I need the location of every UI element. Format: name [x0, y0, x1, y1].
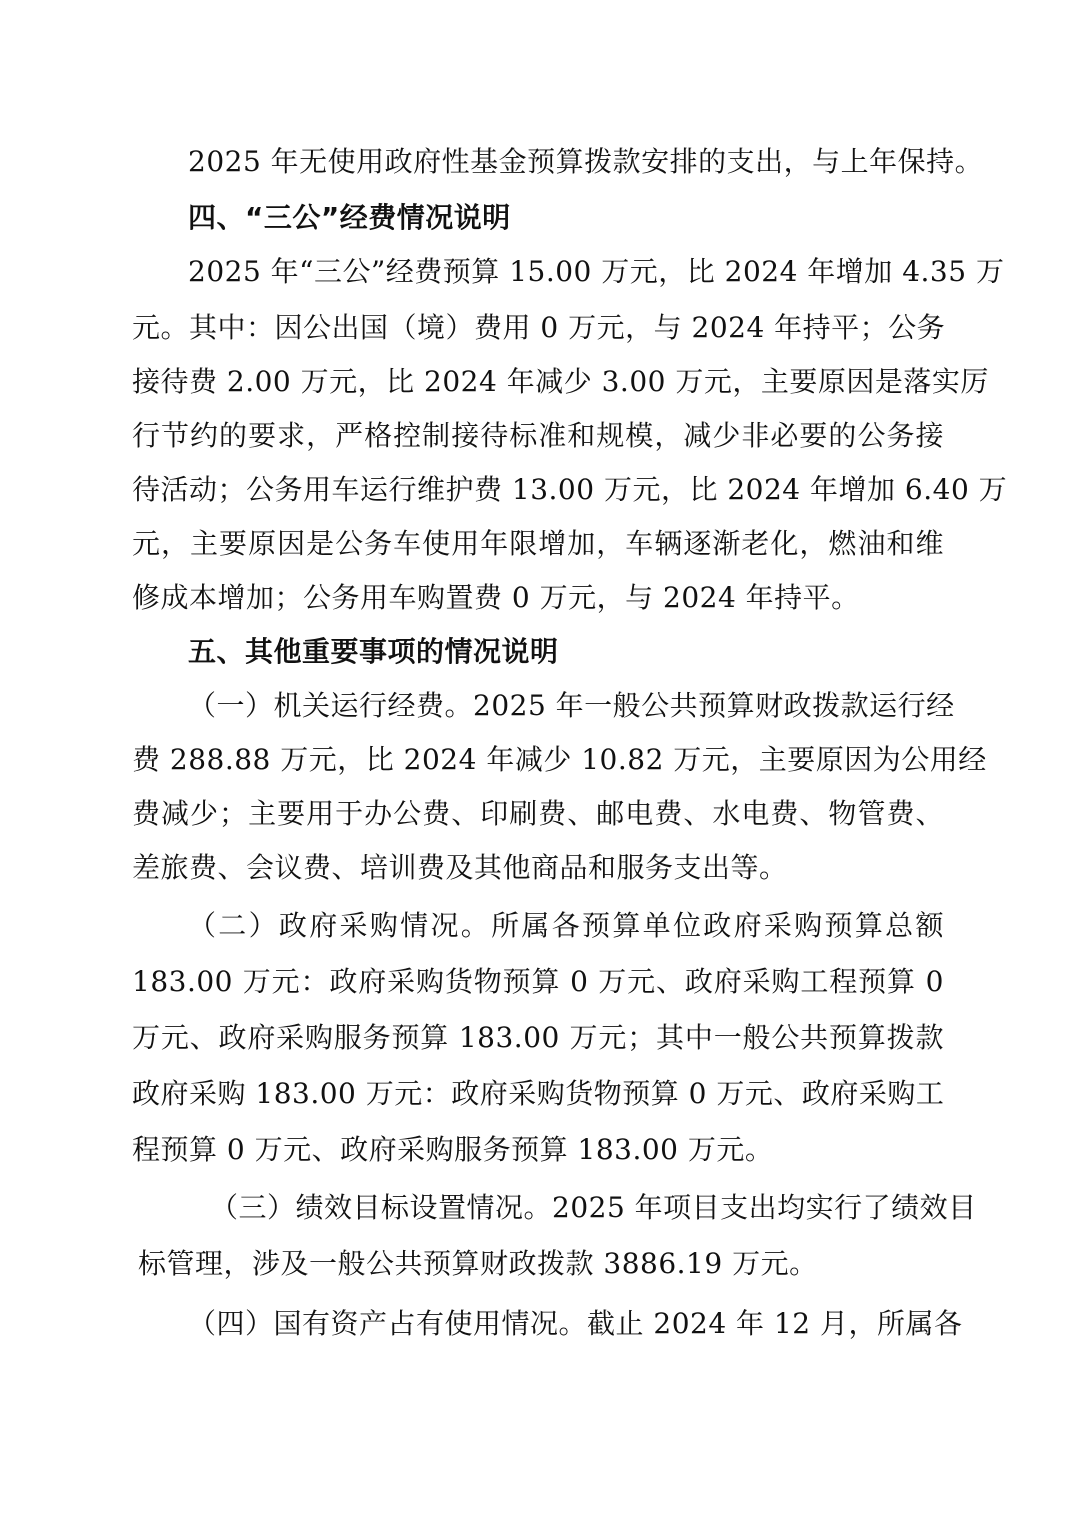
- text-line: 修成本增加；公务用车购置费 0 万元，与 2024 年持平。: [132, 581, 860, 614]
- text-line: 元，主要原因是公务车使用年限增加，车辆逐渐老化，燃油和维: [132, 527, 944, 560]
- text-line: 2025 年“三公”经费预算 15.00 万元，比 2024 年增加 4.35 万: [188, 255, 1005, 288]
- text-line: 标管理，涉及一般公共预算财政拨款 3886.19 万元。: [138, 1247, 818, 1280]
- text-line: （四）国有资产占有使用情况。截止 2024 年 12 月，所属各: [188, 1307, 963, 1340]
- text-line: 待活动；公务用车运行维护费 13.00 万元，比 2024 年增加 6.40 万: [132, 473, 1008, 506]
- text-line: （三）绩效目标设置情况。2025 年项目支出均实行了绩效目: [210, 1191, 977, 1224]
- text-line: 程预算 0 万元、政府采购服务预算 183.00 万元。: [132, 1133, 774, 1166]
- text-line: （二）政府采购情况。所属各预算单位政府采购预算总额: [188, 909, 944, 942]
- text-line: 元。其中：因公出国（境）费用 0 万元，与 2024 年持平；公务: [132, 311, 946, 344]
- text-line: 政府采购 183.00 万元：政府采购货物预算 0 万元、政府采购工: [132, 1077, 945, 1110]
- section-heading-sangong: 四、“三公”经费情况说明: [188, 201, 511, 234]
- text-line: 接待费 2.00 万元，比 2024 年减少 3.00 万元，主要原因是落实厉: [132, 365, 989, 398]
- text-line: 行节约的要求，严格控制接待标准和规模，减少非必要的公务接: [132, 419, 944, 452]
- text-line: 万元、政府采购服务预算 183.00 万元；其中一般公共预算拨款: [132, 1021, 944, 1054]
- text-line: 2025 年无使用政府性基金预算拨款安排的支出，与上年保持。: [188, 145, 984, 178]
- text-line: （一）机关运行经费。2025 年一般公共预算财政拨款运行经: [188, 689, 955, 722]
- text-line: 183.00 万元：政府采购货物预算 0 万元、政府采购工程预算 0: [132, 965, 944, 998]
- text-line: 费 288.88 万元，比 2024 年减少 10.82 万元，主要原因为公用经: [132, 743, 987, 776]
- section-heading-other: 五、其他重要事项的情况说明: [188, 635, 559, 668]
- text-line: 差旅费、会议费、培训费及其他商品和服务支出等。: [132, 851, 788, 884]
- text-line: 费减少；主要用于办公费、印刷费、邮电费、水电费、物管费、: [132, 797, 944, 830]
